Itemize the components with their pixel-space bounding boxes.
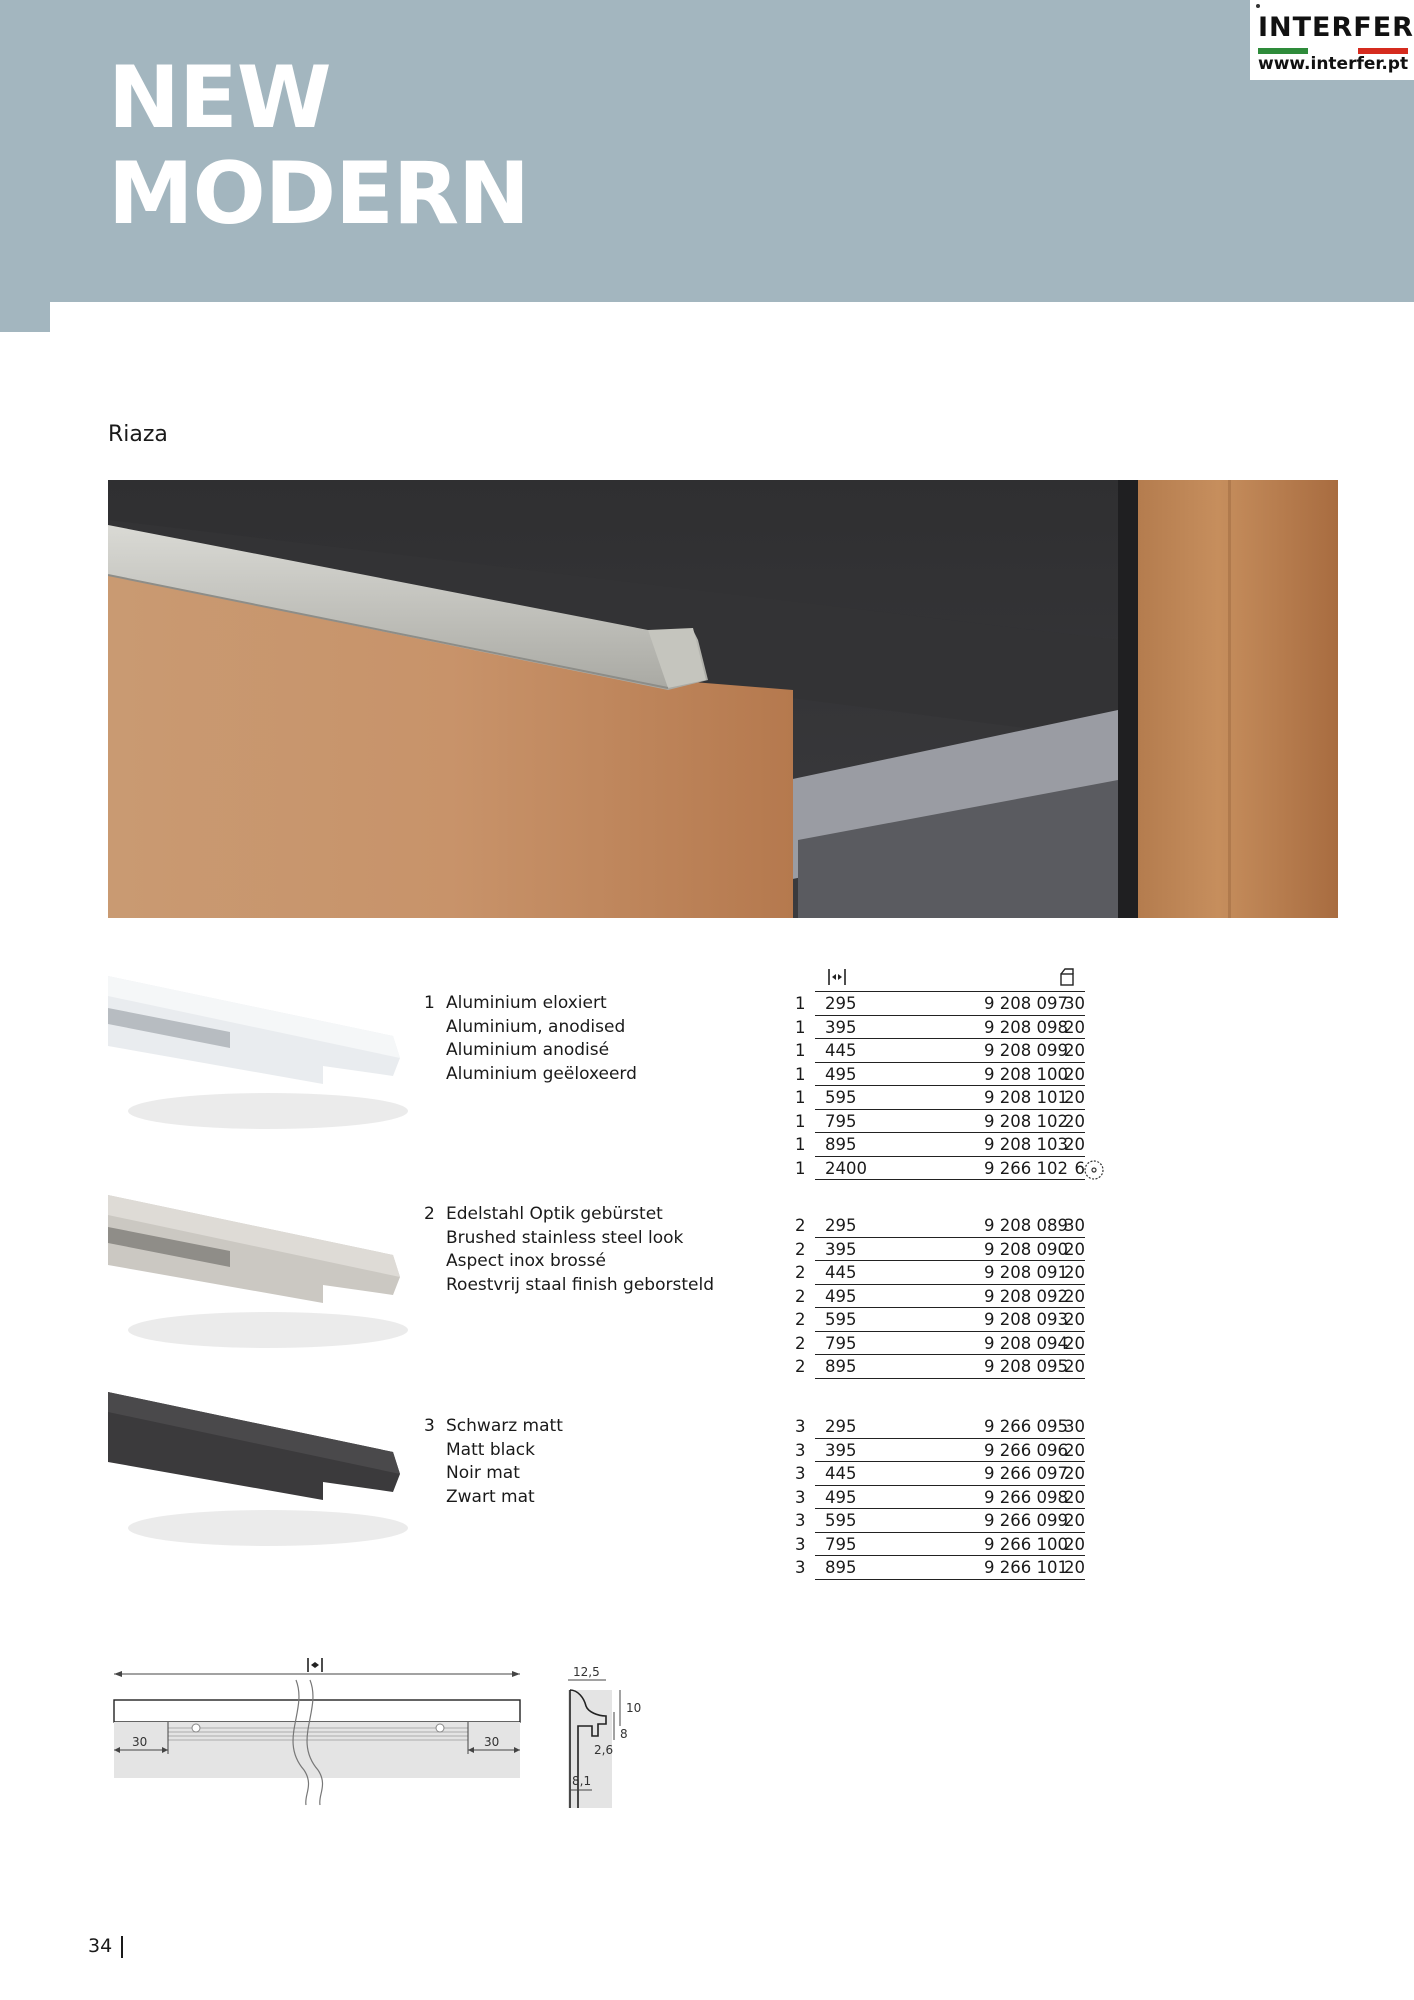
finish-description-2 [424, 1203, 714, 1297]
quantity-cell: 30 [1064, 994, 1085, 1013]
article-number-cell: 9 208 092 [984, 1286, 1068, 1306]
finish-number: 2 [424, 1204, 435, 1224]
page-number-divider [121, 1936, 123, 1958]
quantity-cell: 20 [1064, 1511, 1085, 1530]
table-row [795, 1285, 1085, 1309]
table-row [795, 1039, 1085, 1063]
group-cell: 2 [795, 1239, 806, 1259]
packaging-unit-icon [1059, 968, 1075, 986]
page-number: 34 [88, 1935, 113, 1957]
length-cell: 595 [825, 1088, 857, 1107]
length-cell: 395 [825, 1017, 857, 1037]
profile-thumbnail-stainless [108, 1185, 408, 1375]
group-cell: 2 [795, 1263, 806, 1282]
finish-line-en: Brushed stainless steel look [446, 1227, 684, 1248]
finish-description-1 [424, 992, 637, 1086]
finish-line-fr: Aspect inox brossé [446, 1251, 606, 1271]
article-number-cell: 9 208 094 [984, 1333, 1068, 1353]
length-dimension [114, 1671, 520, 1677]
offset-label-right: 30 [484, 1735, 500, 1749]
article-number-cell: 9 208 089 [984, 1216, 1068, 1235]
quantity-cell: 20 [1064, 1088, 1085, 1107]
finish-line-fr: Noir mat [446, 1463, 520, 1483]
product-name: Riaza [108, 422, 168, 447]
quantity-cell: 20 [1064, 1286, 1085, 1306]
table-row [795, 1016, 1085, 1040]
article-number-cell: 9 208 091 [984, 1263, 1068, 1282]
thumb-shadow [128, 1510, 408, 1546]
group-cell: 3 [795, 1534, 806, 1554]
header-tab [0, 302, 50, 332]
length-cell: 295 [825, 994, 857, 1013]
profile-front-view [114, 1700, 520, 1722]
table-row [795, 1533, 1085, 1557]
length-cell: 495 [825, 1487, 857, 1507]
length-cell: 595 [825, 1310, 857, 1329]
quantity-cell: 20 [1064, 1041, 1085, 1060]
title-line-1: NEW [108, 48, 331, 148]
group-cell: 3 [795, 1511, 806, 1530]
logo-url[interactable]: www.interfer.pt [1258, 54, 1409, 74]
table-row [795, 1133, 1085, 1157]
group-cell: 1 [795, 1064, 806, 1084]
article-number-cell: 9 208 101 [984, 1088, 1068, 1107]
table-row [795, 1086, 1085, 1110]
length-cell: 2400 [825, 1158, 867, 1178]
group-cell: 1 [795, 1158, 806, 1178]
table-row [795, 1063, 1085, 1087]
quantity-cell: 20 [1064, 1558, 1085, 1577]
section-inner-height-label: 8 [620, 1727, 628, 1741]
finish-line-nl: Aluminium geëloxeerd [446, 1063, 637, 1084]
group-cell: 2 [795, 1216, 806, 1235]
article-number-cell: 9 266 102 [984, 1158, 1068, 1178]
length-cell: 795 [825, 1534, 857, 1554]
article-number-cell: 9 266 096 [984, 1440, 1068, 1460]
hero-drawer-photo [108, 480, 1338, 918]
logo-name: INTERFER [1258, 12, 1414, 43]
finish-line-de: Aluminium eloxiert [446, 993, 607, 1013]
finish-line-de: Schwarz matt [446, 1416, 563, 1436]
length-cell: 395 [825, 1440, 857, 1460]
quantity-cell: 20 [1064, 1135, 1085, 1154]
table-row [795, 992, 1085, 1016]
table-row [795, 1355, 1085, 1379]
article-number-cell: 9 266 101 [984, 1558, 1068, 1577]
length-cell: 495 [825, 1064, 857, 1084]
offset-label-left: 30 [132, 1735, 148, 1749]
table-row [795, 1439, 1085, 1463]
quantity-cell: 20 [1064, 1263, 1085, 1282]
article-number-cell: 9 208 102 [984, 1111, 1068, 1131]
length-cell: 445 [825, 1464, 857, 1483]
table-row [795, 1486, 1085, 1510]
article-number-cell: 9 266 100 [984, 1534, 1068, 1554]
cut-to-length-saw-icon [1083, 1159, 1105, 1181]
group-cell: 1 [795, 1017, 806, 1037]
article-number-cell: 9 208 093 [984, 1310, 1068, 1329]
table-row [795, 1332, 1085, 1356]
quantity-cell: 30 [1064, 1216, 1085, 1235]
group-cell: 2 [795, 1333, 806, 1353]
quantity-cell: 20 [1064, 1357, 1085, 1376]
finish-line-en: Matt black [446, 1439, 535, 1460]
article-table-2 [795, 1214, 1085, 1379]
article-number-cell: 9 266 099 [984, 1511, 1068, 1530]
profile-thumbnail-aluminium [108, 966, 408, 1156]
quantity-cell: 20 [1064, 1017, 1085, 1037]
quantity-cell: 20 [1064, 1064, 1085, 1084]
section-height-label: 10 [626, 1701, 642, 1715]
group-cell: 3 [795, 1417, 806, 1436]
page-title [108, 50, 529, 242]
length-cell: 595 [825, 1511, 857, 1530]
logo-dot-icon [1256, 4, 1260, 8]
finish-line-nl: Roestvrij staal finish geborsteld [446, 1274, 714, 1295]
length-cell: 445 [825, 1263, 857, 1282]
thumb-shadow [128, 1093, 408, 1129]
table-row [795, 1415, 1085, 1439]
group-cell: 1 [795, 1088, 806, 1107]
section-width-label: 12,5 [573, 1665, 600, 1679]
hero-side-panel-seam [1228, 480, 1231, 918]
quantity-cell: 20 [1064, 1464, 1085, 1483]
table-row [795, 1261, 1085, 1285]
length-cell: 395 [825, 1239, 857, 1259]
group-cell: 1 [795, 1111, 806, 1131]
header-notch [50, 302, 1414, 332]
length-cell: 895 [825, 1558, 857, 1577]
section-lip-label: 2,6 [594, 1743, 614, 1757]
length-icon [308, 1658, 322, 1672]
length-cell: 295 [825, 1216, 857, 1235]
interfer-logo[interactable] [1250, 0, 1414, 80]
finish-line-de: Edelstahl Optik gebürstet [446, 1204, 663, 1224]
group-cell: 1 [795, 1135, 806, 1154]
finish-line-en: Aluminium, anodised [446, 1016, 626, 1037]
length-cell: 295 [825, 1417, 857, 1436]
title-line-2: MODERN [108, 144, 530, 244]
table-header [795, 966, 1095, 990]
quantity-cell: 20 [1064, 1239, 1085, 1259]
article-table-3 [795, 1415, 1085, 1580]
length-cell: 495 [825, 1286, 857, 1306]
article-number-cell: 9 208 103 [984, 1135, 1068, 1154]
hero-side-panel [1138, 480, 1338, 918]
finish-number: 3 [424, 1416, 435, 1436]
group-cell: 3 [795, 1558, 806, 1577]
article-number-cell: 9 208 097 [984, 994, 1068, 1013]
article-number-cell: 9 266 095 [984, 1417, 1068, 1436]
row-rule [815, 1579, 1085, 1580]
length-cell: 895 [825, 1135, 857, 1154]
table-row [795, 1308, 1085, 1332]
finish-number: 1 [424, 993, 435, 1013]
table-row [795, 1157, 1085, 1181]
quantity-cell: 20 [1064, 1534, 1085, 1554]
thumb-shadow [128, 1312, 408, 1348]
group-cell: 1 [795, 994, 806, 1013]
finish-line-fr: Aluminium anodisé [446, 1040, 610, 1060]
article-number-cell: 9 208 099 [984, 1041, 1068, 1060]
length-cell: 445 [825, 1041, 857, 1060]
profile-thumbnail-black [108, 1388, 408, 1578]
article-number-cell: 9 208 098 [984, 1017, 1068, 1037]
technical-drawing [108, 1650, 668, 1810]
quantity-cell: 20 [1064, 1111, 1085, 1131]
table-row [795, 1110, 1085, 1134]
group-cell: 2 [795, 1310, 806, 1329]
quantity-cell: 20 [1064, 1333, 1085, 1353]
section-base-label: 8,1 [572, 1774, 592, 1788]
quantity-cell: 20 [1064, 1487, 1085, 1507]
row-rule [815, 1179, 1085, 1180]
article-number-cell: 9 208 090 [984, 1239, 1068, 1259]
table-row [795, 1462, 1085, 1486]
group-cell: 2 [795, 1357, 806, 1376]
length-cell: 795 [825, 1111, 857, 1131]
group-cell: 3 [795, 1487, 806, 1507]
screw-hole-right [436, 1724, 444, 1732]
table-row [795, 1214, 1085, 1238]
length-icon [827, 968, 847, 986]
quantity-cell: 30 [1064, 1417, 1085, 1436]
length-cell: 795 [825, 1333, 857, 1353]
group-cell: 3 [795, 1464, 806, 1483]
quantity-cell: 20 [1064, 1310, 1085, 1329]
table-row [795, 1509, 1085, 1533]
row-rule [815, 1378, 1085, 1379]
table-row [795, 1238, 1085, 1262]
hero-divider [1118, 480, 1138, 918]
finish-line-nl: Zwart mat [446, 1486, 535, 1507]
article-number-cell: 9 208 100 [984, 1064, 1068, 1084]
group-cell: 2 [795, 1286, 806, 1306]
screw-hole-left [192, 1724, 200, 1732]
group-cell: 1 [795, 1041, 806, 1060]
article-table-1 [795, 992, 1085, 1180]
finish-description-3 [424, 1415, 563, 1509]
article-number-cell: 9 266 097 [984, 1464, 1068, 1483]
article-number-cell: 9 266 098 [984, 1487, 1068, 1507]
table-row [795, 1556, 1085, 1580]
group-cell: 3 [795, 1440, 806, 1460]
quantity-cell: 20 [1064, 1440, 1085, 1460]
article-number-cell: 9 208 095 [984, 1357, 1068, 1376]
quantity-cell: 6 [1074, 1158, 1085, 1178]
length-cell: 895 [825, 1357, 857, 1376]
